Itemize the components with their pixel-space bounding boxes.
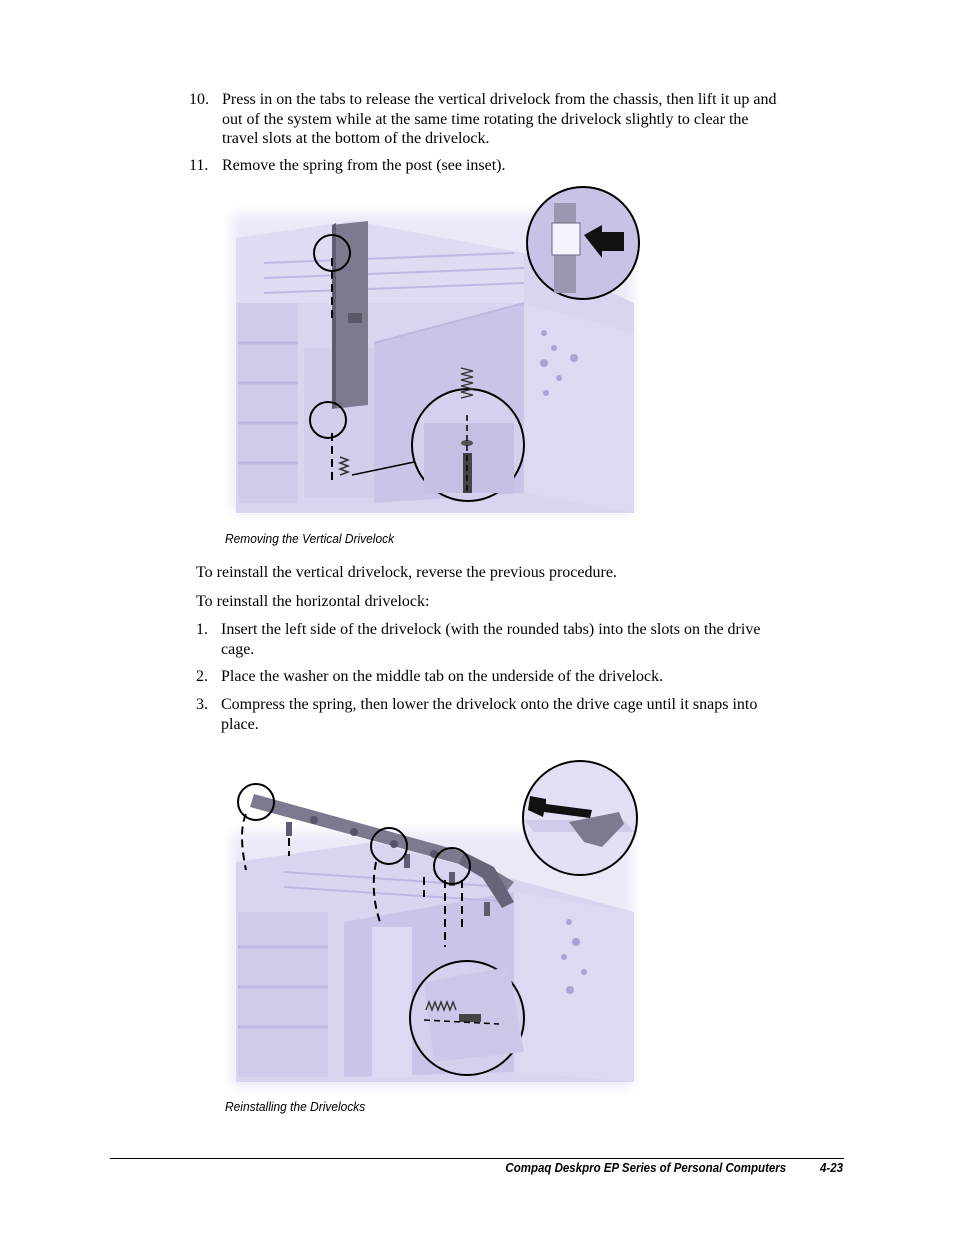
vertical-drivelock-illustration	[224, 183, 644, 529]
step-number: 10.	[189, 91, 209, 108]
step-text-line: Insert the left side of the drivelock (with the rounded tabs) into the slots on the drive	[221, 621, 761, 638]
step-number: 2.	[196, 668, 208, 685]
figure2-caption: Reinstalling the Drivelocks	[225, 1099, 366, 1114]
reinstall-horizontal-intro: To reinstall the horizontal drivelock:	[196, 593, 430, 610]
step-text-line: Press in on the tabs to release the vertical drivelock from the chassis, then lift it up and	[222, 91, 777, 108]
step-text-line: cage.	[221, 640, 255, 658]
figure1-caption: Removing the Vertical Drivelock	[225, 531, 395, 546]
step-text-line: Compress the spring, then lower the drivelock onto the drive cage until it snaps into	[221, 696, 758, 713]
reinstall-vertical-note: To reinstall the vertical drivelock, reverse the previous procedure.	[196, 564, 617, 581]
reinstall-drivelocks-illustration	[224, 752, 644, 1097]
step-number: 1.	[196, 621, 208, 638]
page-number: 4-23	[819, 1161, 843, 1175]
step-text-line: Place the washer on the middle tab on the underside of the drivelock.	[221, 668, 664, 685]
step-text-line: travel slots at the bottom of the drivelock.	[222, 130, 490, 147]
footer-title: Compaq Deskpro EP Series of Personal Computers	[505, 1161, 786, 1175]
step-text-line: Remove the spring from the post (see inset).	[222, 157, 506, 174]
step-number: 11.	[189, 157, 209, 174]
step-text-line: out of the system while at the same time rotating the drivelock slightly to clear the	[222, 110, 749, 128]
footer-rule	[110, 1158, 844, 1159]
figure-reinstalling-drivelocks	[224, 752, 644, 1097]
figure-removing-vertical-drivelock	[224, 183, 644, 529]
step-number: 3.	[196, 696, 208, 713]
step-text-line: place.	[221, 715, 259, 733]
